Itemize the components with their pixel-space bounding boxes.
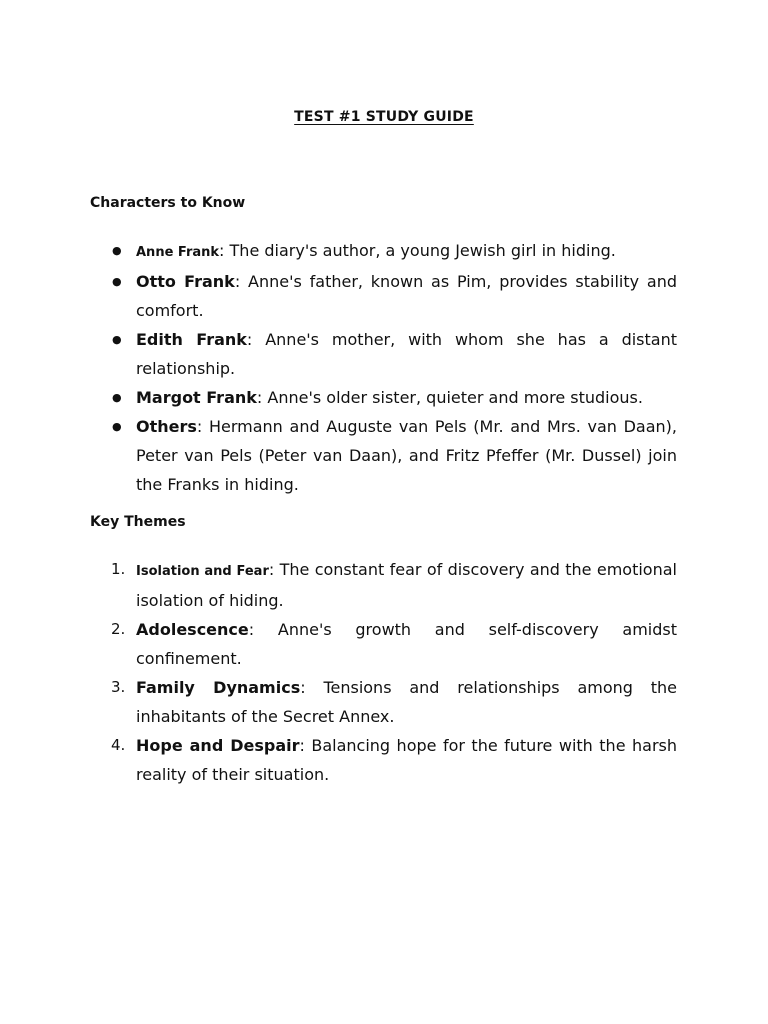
bullet-icon: ● — [112, 244, 122, 257]
theme-name: Isolation and Fear — [136, 564, 269, 579]
themes-heading: Key Themes — [90, 514, 186, 530]
theme-description: : Balancing hope for the future with the harsh reality of their situation. — [136, 736, 678, 784]
characters-heading: Characters to Know — [90, 195, 246, 211]
character-description: : Hermann and Auguste van Pels (Mr. and Mrs. van Daan), Peter van Pels (Peter van Daan), and Fritz Pfeffer (Mr. Dussel) join the Franks in hiding. — [136, 417, 677, 494]
character-description: : Anne's mother, with whom she has a distant relationship. — [136, 330, 677, 378]
character-description: : The diary's author, a young Jewish girl in hiding. — [219, 241, 616, 260]
character-item — [112, 325, 677, 383]
character-name: Anne Frank — [136, 245, 220, 260]
bullet-icon: ● — [112, 391, 122, 404]
theme-item — [111, 555, 677, 615]
theme-description: : The constant fear of discovery and the emotional isolation of hiding. — [136, 560, 677, 610]
character-name: Margot Frank — [136, 388, 257, 407]
list-number: 4. — [111, 736, 126, 754]
theme-item — [111, 731, 678, 789]
list-number: 1. — [111, 560, 126, 578]
theme-description: : Anne's growth and self-discovery amidst confinement. — [136, 620, 677, 668]
bullet-icon: ● — [112, 333, 122, 346]
character-item — [112, 412, 677, 499]
theme-name: Adolescence — [136, 620, 249, 639]
character-name: Others — [136, 417, 197, 436]
themes-list — [0, 555, 768, 789]
characters-list — [0, 236, 768, 499]
theme-item — [111, 615, 677, 673]
character-item — [112, 383, 677, 412]
list-number: 2. — [111, 620, 126, 638]
character-name: Edith Frank — [136, 330, 247, 349]
character-description: : Anne's older sister, quieter and more studious. — [256, 388, 643, 407]
theme-description: : Tensions and relationships among the inhabitants of the Secret Annex. — [136, 678, 678, 726]
bullet-icon: ● — [112, 275, 122, 288]
theme-item — [111, 673, 678, 731]
character-item — [112, 236, 677, 267]
character-description: : Anne's father, known as Pim, provides stability and comfort. — [136, 272, 677, 320]
theme-name: Hope and Despair — [136, 736, 300, 755]
character-name: Otto Frank — [136, 272, 235, 291]
character-item — [112, 267, 677, 325]
theme-name: Family Dynamics — [136, 678, 301, 697]
bullet-icon: ● — [112, 420, 122, 433]
page-title: TEST #1 STUDY GUIDE — [294, 109, 474, 125]
list-number: 3. — [111, 678, 126, 696]
